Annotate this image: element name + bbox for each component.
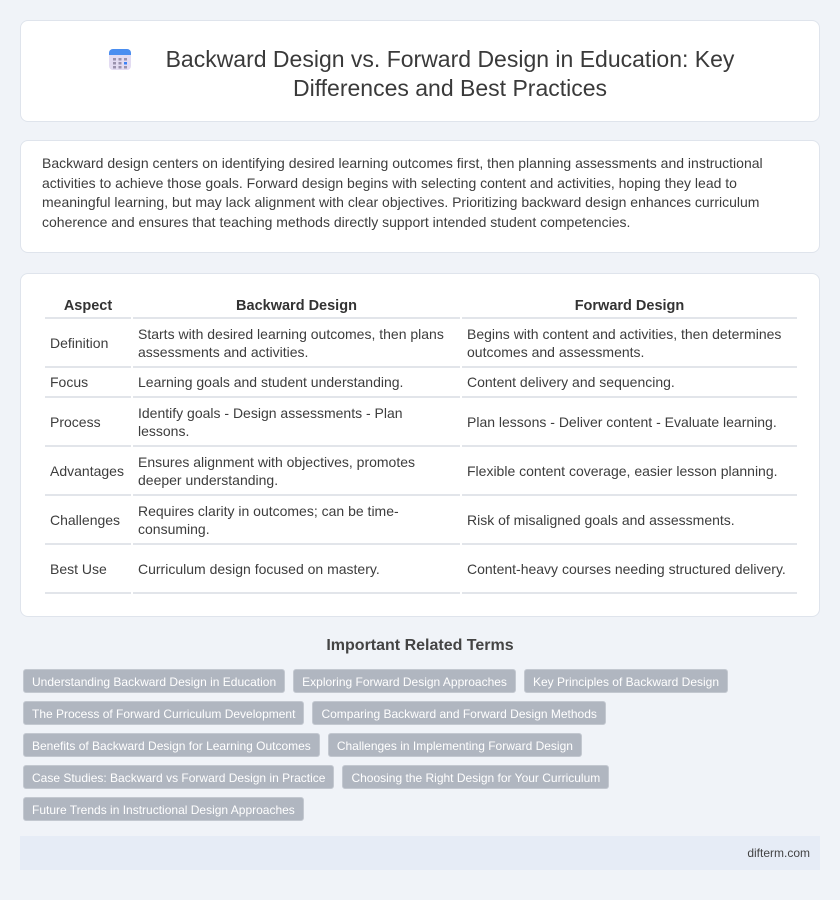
cell-aspect: Best Use	[45, 545, 131, 594]
related-term-tag[interactable]: Benefits of Backward Design for Learning Outcomes	[23, 733, 320, 757]
cell-aspect: Challenges	[45, 496, 131, 545]
header-aspect: Aspect	[45, 296, 131, 319]
intro-card	[20, 140, 820, 253]
cell-forward: Content delivery and sequencing.	[462, 368, 797, 398]
cell-forward: Flexible content coverage, easier lesson planning.	[462, 447, 797, 496]
related-term-tag[interactable]: Challenges in Implementing Forward Design	[328, 733, 582, 757]
table-header-row	[45, 296, 797, 319]
related-term-tag[interactable]: Exploring Forward Design Approaches	[293, 669, 516, 693]
header-backward-design: Backward Design	[133, 296, 460, 319]
related-terms-heading: Important Related Terms	[326, 637, 514, 654]
cell-forward: Begins with content and activities, then determines outcomes and assessments.	[462, 319, 797, 368]
cell-backward: Identify goals - Design assessments - Plan lessons.	[133, 398, 460, 447]
related-term-tag[interactable]: Key Principles of Backward Design	[524, 669, 728, 693]
cell-forward: Risk of misaligned goals and assessments.	[462, 496, 797, 545]
cell-aspect: Process	[45, 398, 131, 447]
cell-aspect: Advantages	[45, 447, 131, 496]
table-row	[45, 398, 797, 447]
related-term-tag[interactable]: The Process of Forward Curriculum Development	[23, 701, 304, 725]
footer-brand: difterm.com	[747, 846, 810, 860]
related-term-tag[interactable]: Comparing Backward and Forward Design Methods	[312, 701, 605, 725]
table-row	[45, 368, 797, 398]
cell-backward: Requires clarity in outcomes; can be time-consuming.	[133, 496, 460, 545]
title-card	[20, 20, 820, 122]
footer	[20, 836, 820, 870]
cell-forward: Content-heavy courses needing structured delivery.	[462, 545, 797, 594]
header-forward-design: Forward Design	[462, 296, 797, 319]
cell-backward: Starts with desired learning outcomes, then plans assessments and activities.	[133, 319, 460, 368]
table-row	[45, 319, 797, 368]
table-row	[45, 447, 797, 496]
comparison-table	[43, 296, 799, 594]
table-row	[45, 496, 797, 545]
related-term-tag[interactable]: Choosing the Right Design for Your Curriculum	[342, 765, 609, 789]
page-title: Backward Design vs. Forward Design in Education: Key Differences and Best Practices	[165, 46, 735, 101]
intro-paragraph: Backward design centers on identifying desired learning outcomes first, then planning assessments and instructional activities to achieve those goals. Forward design begins with selecting content and activities, hoping they lead to meaningful learning, but may lack alignment with clear objectives. Prioritizing backward design enhances curriculum coherence and ensures that teaching methods directly support intended student competencies.	[42, 155, 763, 230]
cell-backward: Ensures alignment with objectives, promotes deeper understanding.	[133, 447, 460, 496]
cell-aspect: Definition	[45, 319, 131, 368]
related-term-tag[interactable]: Case Studies: Backward vs Forward Design in Practice	[23, 765, 334, 789]
comparison-table-card	[20, 273, 820, 617]
table-row	[45, 545, 797, 594]
related-term-tag[interactable]: Understanding Backward Design in Education	[23, 669, 285, 693]
cell-backward: Curriculum design focused on mastery.	[133, 545, 460, 594]
cell-forward: Plan lessons - Deliver content - Evaluate learning.	[462, 398, 797, 447]
cell-aspect: Focus	[45, 368, 131, 398]
cell-backward: Learning goals and student understanding.	[133, 368, 460, 398]
related-terms-list	[23, 669, 813, 821]
related-term-tag[interactable]: Future Trends in Instructional Design Approaches	[23, 797, 304, 821]
